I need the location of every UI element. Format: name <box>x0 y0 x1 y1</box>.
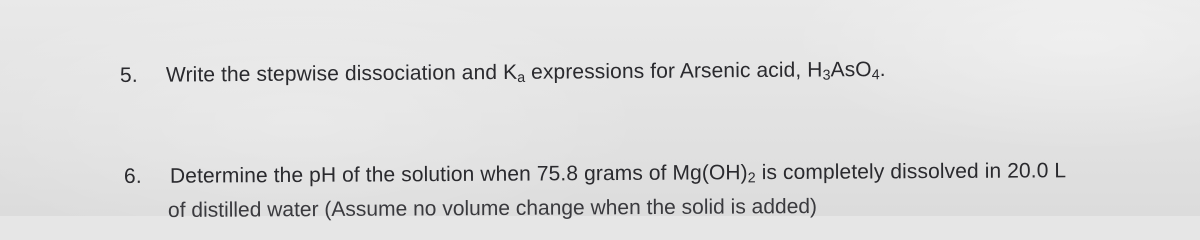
text-segment: expressions for Arsenic acid, H <box>525 58 823 84</box>
subscript: 3 <box>822 67 831 84</box>
text-segment: AsO <box>830 58 872 82</box>
question-5 <box>120 58 886 88</box>
subscript: a <box>517 69 526 87</box>
question-text <box>170 159 1066 187</box>
question-text <box>166 58 886 87</box>
text-segment: . <box>879 57 886 82</box>
text-segment: Determine the pH of the solution when 75.8 grams of Mg(OH) <box>169 161 748 188</box>
question-number: 5. <box>119 63 138 87</box>
text-segment: Write the stepwise dissociation and K <box>165 60 518 87</box>
text-segment: is completely dissolved in 20.0 L <box>755 159 1067 185</box>
subscript: 4 <box>871 67 880 84</box>
subscript: 2 <box>747 170 756 187</box>
cutoff-text-line: of distilled water (Assume no volume change when the solid is added) <box>167 195 818 222</box>
question-6 <box>124 159 1066 189</box>
question-number: 6. <box>123 164 142 188</box>
